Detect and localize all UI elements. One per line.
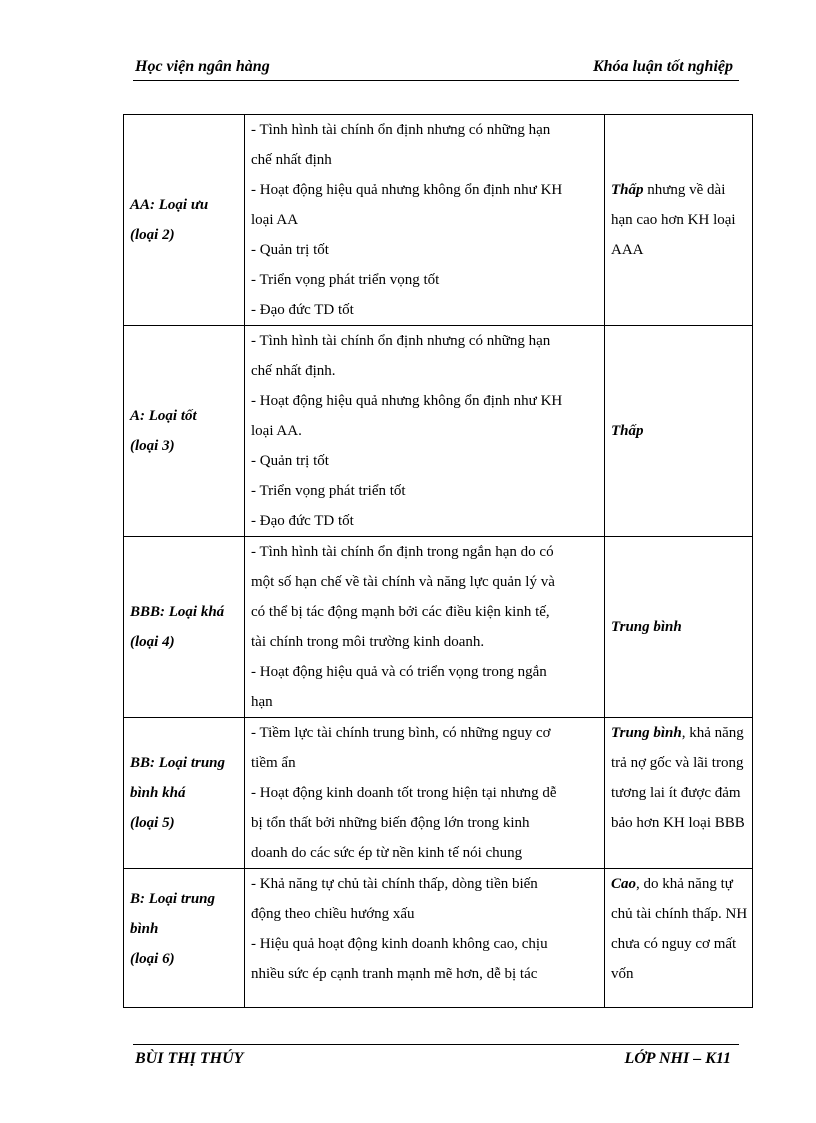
risk-level-cell	[605, 869, 753, 1008]
page-header	[133, 56, 739, 81]
rating-class-level: (loại 3)	[130, 438, 175, 454]
risk-level: Thấp	[611, 182, 644, 198]
risk-note: , do khả năng tự chủ tài chính thấp. NH chưa có nguy cơ mất vốn	[611, 876, 748, 982]
description-line: - Tình hình tài chính ổn định nhưng có những hạn	[251, 333, 551, 349]
rating-class-level: (loại 5)	[130, 815, 175, 831]
description-line: - Đạo đức TD tốt	[251, 513, 354, 529]
table-row	[124, 718, 753, 869]
description-line: một số hạn chế về tài chính và năng lực quản lý và	[251, 574, 555, 590]
description-line: - Triển vọng phát triển tốt	[251, 483, 406, 499]
description-line: - Tiềm lực tài chính trung bình, có những nguy cơ	[251, 725, 551, 741]
description-line: nhiều sức ép cạnh tranh mạnh mẽ hơn, dễ bị tác	[251, 966, 538, 982]
rating-class-level: (loại 2)	[130, 227, 175, 243]
risk-level-cell	[605, 718, 753, 869]
description-line: - Hoạt động hiệu quả và có triển vọng trong ngắn	[251, 664, 547, 680]
description-line: - Hoạt động kinh doanh tốt trong hiện tại nhưng dễ	[251, 785, 557, 801]
rating-class-name: bình	[130, 921, 159, 937]
rating-class-cell	[124, 115, 245, 326]
description-line: - Tình hình tài chính ổn định trong ngắn hạn do có	[251, 544, 554, 560]
table-row	[124, 537, 753, 718]
risk-note: nhưng về dài hạn cao hơn KH loại AAA	[611, 182, 736, 258]
footer-class: LỚP NHI – K11	[624, 1050, 731, 1067]
risk-level: Trung bình	[611, 725, 682, 741]
table-row	[124, 869, 753, 1008]
footer-author: BÙI THỊ THÚY	[135, 1050, 244, 1067]
rating-class-level: (loại 4)	[130, 634, 175, 650]
description-line: chế nhất định	[251, 152, 332, 168]
table-row	[124, 115, 753, 326]
rating-class-name: BBB: Loại khá	[130, 604, 225, 620]
risk-level-cell	[605, 537, 753, 718]
rating-class-level: (loại 6)	[130, 951, 175, 967]
rating-class-name: B: Loại trung	[130, 891, 216, 907]
rating-class-cell	[124, 326, 245, 537]
rating-description-cell	[245, 718, 605, 869]
table-row	[124, 326, 753, 537]
description-line: - Tình hình tài chính ổn định nhưng có những hạn	[251, 122, 551, 138]
description-line: động theo chiều hướng xấu	[251, 906, 415, 922]
description-line: hạn	[251, 694, 273, 710]
risk-note: , khả năng trả nợ gốc và lãi trong tương lai ít được đảm bảo hơn KH loại BBB	[611, 725, 745, 831]
rating-description-cell	[245, 326, 605, 537]
rating-class-cell	[124, 537, 245, 718]
description-line: - Khả năng tự chủ tài chính thấp, dòng tiền biến	[251, 876, 538, 892]
description-line: tài chính trong môi trường kinh doanh.	[251, 634, 485, 650]
description-line: có thể bị tác động mạnh bởi các điều kiện kinh tế,	[251, 604, 550, 620]
page-footer	[133, 1044, 739, 1075]
description-line: - Quản trị tốt	[251, 242, 329, 258]
description-line: - Hoạt động hiệu quả nhưng không ổn định như KH	[251, 182, 563, 198]
risk-level: Cao	[611, 876, 637, 892]
rating-class-name: bình khá	[130, 785, 186, 801]
description-line: tiềm ẩn	[251, 755, 296, 771]
description-line: chế nhất định.	[251, 363, 336, 379]
rating-class-name: A: Loại tốt	[130, 408, 197, 424]
rating-description-cell	[245, 115, 605, 326]
rating-class-name: AA: Loại ưu	[130, 197, 209, 213]
description-line: loại AA	[251, 212, 299, 228]
rating-class-name: BB: Loại trung	[130, 755, 226, 771]
risk-level-cell	[605, 326, 753, 537]
header-institution: Học viện ngân hàng	[135, 58, 270, 75]
description-line: - Triển vọng phát triển vọng tốt	[251, 272, 440, 288]
description-line: doanh do các sức ép từ nền kinh tế nói chung	[251, 845, 523, 861]
description-line: - Đạo đức TD tốt	[251, 302, 354, 318]
risk-level: Trung bình	[611, 619, 682, 635]
description-line: bị tổn thất bởi những biến động lớn trong kinh	[251, 815, 530, 831]
rating-class-cell	[124, 718, 245, 869]
description-line: loại AA.	[251, 423, 302, 439]
rating-description-cell	[245, 869, 605, 1008]
description-line: - Hiệu quả hoạt động kinh doanh không cao, chịu	[251, 936, 548, 952]
description-line: - Quản trị tốt	[251, 453, 329, 469]
description-line: - Hoạt động hiệu quả nhưng không ổn định như KH	[251, 393, 563, 409]
risk-level-cell	[605, 115, 753, 326]
rating-class-cell	[124, 869, 245, 1008]
credit-rating-table	[123, 114, 753, 1008]
risk-level: Thấp	[611, 423, 644, 439]
header-document-type: Khóa luận tốt nghiệp	[592, 58, 733, 75]
rating-description-cell	[245, 537, 605, 718]
